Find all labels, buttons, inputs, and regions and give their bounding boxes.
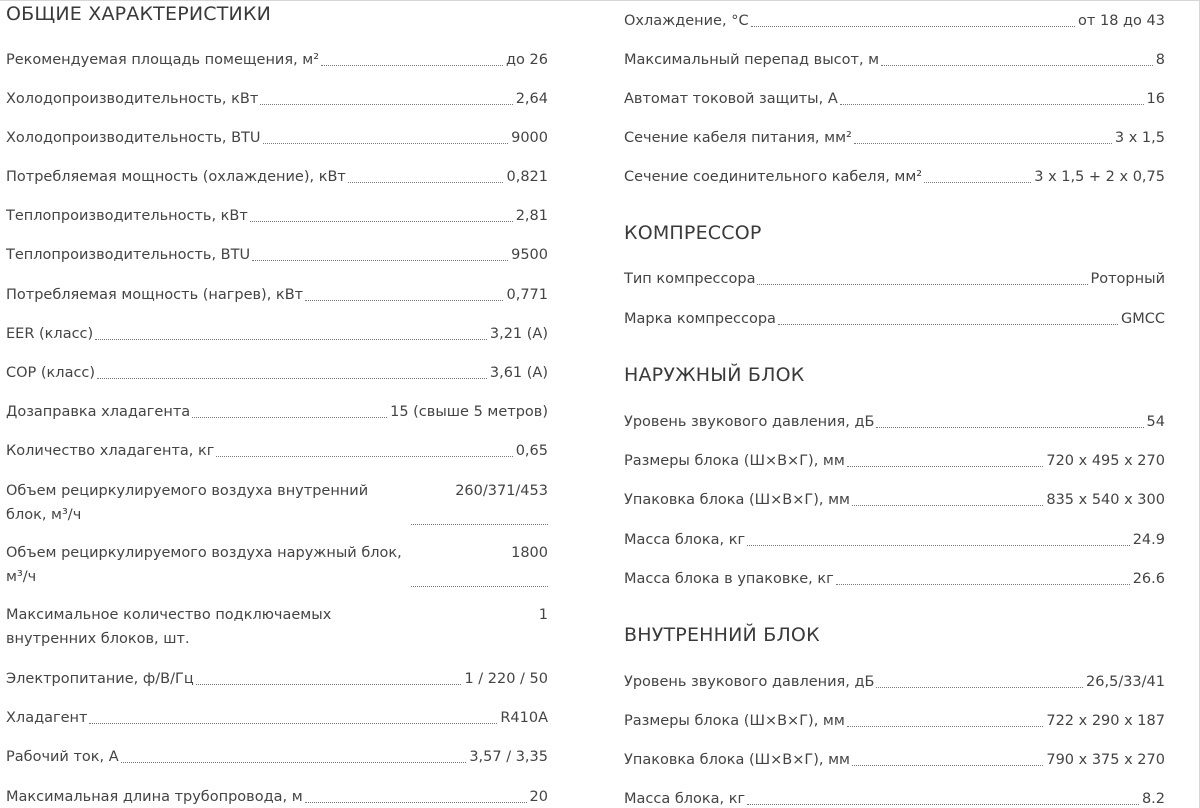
spec-label: Теплопроизводительность, кВт [6, 208, 248, 224]
dotted-leader [260, 104, 512, 105]
spec-row [6, 439, 548, 463]
spec-label: Сечение кабеля питания, мм² [624, 130, 852, 146]
dotted-leader [121, 762, 467, 763]
dotted-leader [757, 284, 1087, 285]
dotted-leader [305, 802, 527, 803]
spec-value: 3 х 1,5 + 2 х 0,75 [1034, 169, 1165, 185]
spec-row [624, 528, 1165, 552]
spec-label: Максимальная длина трубопровода, м [6, 789, 303, 805]
spec-row [624, 709, 1165, 733]
spec-row [624, 449, 1165, 473]
dotted-leader [840, 104, 1144, 105]
spec-value: 3 х 1,5 [1114, 130, 1165, 146]
spec-value: 720 x 495 x 270 [1046, 453, 1165, 469]
spec-row [624, 567, 1165, 591]
spec-value: 26,5/33/41 [1086, 674, 1165, 690]
spec-label: Теплопроизводительность, BTU [6, 247, 251, 263]
spec-value: до 26 [506, 52, 548, 68]
spec-row [6, 603, 548, 649]
dotted-leader [411, 524, 548, 525]
spec-row [6, 400, 548, 424]
spec-label: Масса блока, кг [624, 791, 746, 807]
spec-label: Холодопроизводительность, BTU [6, 130, 261, 146]
dotted-leader [751, 26, 1075, 27]
spec-value: 3,57 / 3,35 [469, 749, 548, 765]
spec-row [6, 322, 548, 346]
spec-label: Максимальное количество подключаемых внутренних блоков, шт. [6, 607, 332, 647]
spec-value: 1800 [511, 545, 548, 561]
dotted-leader [411, 586, 548, 587]
spec-value: 790 х 375 х 270 [1046, 752, 1165, 768]
spec-row [6, 785, 548, 808]
dotted-leader [252, 260, 508, 261]
spec-value: GMCC [1121, 311, 1165, 327]
spec-value: 260/371/453 [455, 483, 548, 499]
spec-value: 15 (свыше 5 метров) [390, 404, 548, 420]
spec-label: Объем рециркулируемого воздуха наружный блок, м³/ч [6, 545, 402, 585]
section-title-general: ОБЩИЕ ХАРАКТЕРИСТИКИ [6, 3, 272, 25]
spec-label: Упаковка блока (Ш×В×Г), мм [624, 492, 850, 508]
spec-value: 16 [1146, 91, 1165, 107]
spec-label: COP (класс) [6, 365, 96, 381]
spec-row [6, 479, 548, 525]
spec-label: Холодопроизводительность, кВт [6, 91, 259, 107]
dotted-leader [881, 65, 1153, 66]
spec-row [6, 204, 548, 228]
spec-label: Максимальный перепад высот, м [624, 52, 880, 68]
spec-value: 8.2 [1141, 791, 1165, 807]
spec-label: Тип компрессора [624, 271, 756, 287]
section-title-indoor: ВНУТРЕННИЙ БЛОК [624, 624, 820, 646]
spec-value: 0,771 [506, 287, 548, 303]
spec-row [6, 361, 548, 385]
spec-row [6, 706, 548, 730]
spec-label: Потребляемая мощность (охлаждение), кВт [6, 169, 346, 185]
spec-row [624, 165, 1165, 189]
spec-value: 24.9 [1132, 532, 1165, 548]
spec-row [6, 165, 548, 189]
dotted-leader [321, 65, 503, 66]
spec-row [624, 670, 1165, 694]
spec-row [6, 243, 548, 267]
dotted-leader [263, 143, 509, 144]
spec-value: 835 x 540 x 300 [1046, 492, 1165, 508]
spec-value: 0,65 [515, 443, 548, 459]
spec-row [6, 745, 548, 769]
spec-value: 26.6 [1132, 571, 1165, 587]
spec-value: 1 / 220 / 50 [464, 671, 548, 687]
section-title-outdoor: НАРУЖНЫЙ БЛОК [624, 364, 805, 386]
spec-label: Дозаправка хладагента [6, 404, 191, 420]
spec-value: 8 [1155, 52, 1165, 68]
spec-row [624, 9, 1165, 33]
dotted-leader [854, 143, 1112, 144]
spec-value: 3,61 (A) [489, 365, 548, 381]
spec-value: 9000 [511, 130, 548, 146]
dotted-leader [348, 182, 504, 183]
spec-row [6, 541, 548, 587]
spec-row [6, 283, 548, 307]
spec-label: Рекомендуемая площадь помещения, м² [6, 52, 320, 68]
spec-value: 3,21 (A) [489, 326, 548, 342]
dotted-leader [196, 684, 462, 685]
spec-row [6, 667, 548, 691]
dotted-leader [778, 324, 1118, 325]
spec-label: Рабочий ток, А [6, 749, 119, 765]
dotted-leader [836, 584, 1130, 585]
dotted-leader [852, 505, 1043, 506]
dotted-leader [216, 456, 512, 457]
dotted-leader [250, 221, 513, 222]
dotted-leader [924, 182, 1031, 183]
spec-row [624, 410, 1165, 434]
spec-label: Объем рециркулируемого воздуха внутренний блок, м³/ч [6, 483, 369, 523]
dotted-leader [747, 545, 1130, 546]
spec-value: Роторный [1090, 271, 1165, 287]
spec-label: Хладагент [6, 710, 88, 726]
section-title-compressor: КОМПРЕССОР [624, 222, 762, 244]
spec-label: EER (класс) [6, 326, 94, 342]
spec-label: Охлаждение, °С [624, 13, 749, 29]
spec-label: Упаковка блока (Ш×В×Г), мм [624, 752, 850, 768]
dotted-leader [192, 417, 387, 418]
spec-value: 2,81 [515, 208, 548, 224]
spec-label: Масса блока, кг [624, 532, 746, 548]
spec-row [624, 787, 1165, 808]
spec-label: Размеры блока (Ш×В×Г), мм [624, 713, 845, 729]
spec-row [6, 126, 548, 150]
spec-value: R410A [500, 710, 548, 726]
spec-row [624, 488, 1165, 512]
spec-label: Марка компрессора [624, 311, 776, 327]
spec-value: 1 [538, 607, 548, 623]
dotted-leader [305, 300, 503, 301]
spec-row [624, 267, 1165, 291]
spec-value: от 18 до 43 [1078, 13, 1165, 29]
spec-value: 2,64 [515, 91, 548, 107]
spec-label: Масса блока в упаковке, кг [624, 571, 834, 587]
spec-label: Уровень звукового давления, дБ [624, 414, 875, 430]
dotted-leader [747, 804, 1139, 805]
spec-row [624, 48, 1165, 72]
spec-label: Уровень звукового давления, дБ [624, 674, 875, 690]
dotted-leader [89, 723, 497, 724]
spec-label: Сечение соединительного кабеля, мм² [624, 169, 923, 185]
dotted-leader [97, 378, 487, 379]
spec-value: 0,821 [506, 169, 548, 185]
spec-value: 54 [1146, 414, 1165, 430]
dotted-leader [95, 339, 487, 340]
spec-value: 20 [529, 789, 548, 805]
spec-label: Автомат токовой защиты, А [624, 91, 838, 107]
dotted-leader [876, 427, 1143, 428]
spec-row [624, 126, 1165, 150]
spec-label: Количество хладагента, кг [6, 443, 215, 459]
spec-row [624, 748, 1165, 772]
spec-label: Потребляемая мощность (нагрев), кВт [6, 287, 304, 303]
spec-label: Электропитание, ф/В/Гц [6, 671, 194, 687]
spec-row [6, 48, 548, 72]
spec-row [6, 87, 548, 111]
dotted-leader [847, 466, 1044, 467]
dotted-leader [876, 687, 1083, 688]
spec-row [624, 87, 1165, 111]
spec-value: 9500 [511, 247, 548, 263]
spec-label: Размеры блока (Ш×В×Г), мм [624, 453, 845, 469]
spec-row [624, 307, 1165, 331]
dotted-leader [847, 726, 1044, 727]
dotted-leader [852, 765, 1043, 766]
spec-value: 722 х 290 х 187 [1046, 713, 1165, 729]
